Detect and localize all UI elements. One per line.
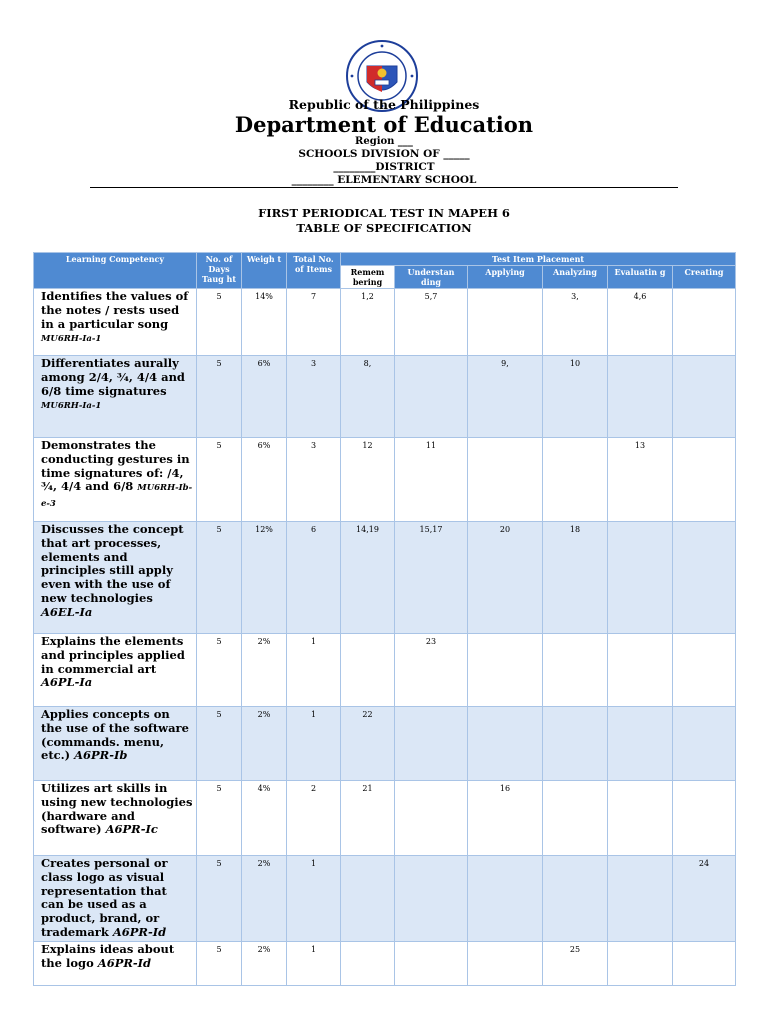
- understanding-cell: [395, 856, 468, 942]
- col-understanding: Understan ding: [395, 266, 468, 289]
- creating-cell: [673, 438, 736, 522]
- remembering-cell: 14,19: [341, 522, 395, 634]
- weight-cell: 2%: [242, 707, 287, 781]
- analyzing-cell: [543, 707, 608, 781]
- competency-code: A6PR-Id: [112, 924, 167, 939]
- header-divider: [90, 187, 678, 188]
- competency-text: Identifies the values of the notes / rests used in a particular song: [41, 289, 189, 331]
- weight-cell: 4%: [242, 781, 287, 856]
- evaluating-cell: [608, 356, 673, 438]
- days-cell: 5: [197, 289, 242, 356]
- days-cell: 5: [197, 356, 242, 438]
- understanding-cell: [395, 781, 468, 856]
- analyzing-cell: 25: [543, 942, 608, 986]
- creating-cell: [673, 522, 736, 634]
- competency-cell: [34, 289, 197, 356]
- competency-text: Differentiates aurally among 2/4, ¾, 4/4 and 6/8 time signatures: [41, 356, 185, 398]
- competency-cell: [34, 856, 197, 942]
- understanding-cell: 23: [395, 634, 468, 707]
- table-row: [34, 781, 736, 856]
- total-cell: 1: [287, 942, 341, 986]
- evaluating-cell: 13: [608, 438, 673, 522]
- table-row: [34, 856, 736, 942]
- evaluating-cell: [608, 634, 673, 707]
- table-row: [34, 289, 736, 356]
- competency-code: A6PL-Ia: [41, 675, 93, 690]
- department-heading: Department of Education: [234, 112, 534, 137]
- applying-cell: 20: [468, 522, 543, 634]
- competency-code: MU6RH-Ib-e-3: [41, 483, 193, 510]
- col-applying: Applying: [468, 266, 543, 289]
- total-cell: 3: [287, 438, 341, 522]
- analyzing-cell: 3,: [543, 289, 608, 356]
- competency-cell: [34, 781, 197, 856]
- table-row: [34, 942, 736, 986]
- remembering-cell: 12: [341, 438, 395, 522]
- applying-cell: [468, 856, 543, 942]
- competency-text: Demonstrates the conducting gestures in time signatures of: /4, ¾, 4/4 and 6/8: [41, 438, 190, 494]
- competency-text: Creates personal or class logo as visual representation that can be used as a product, brand, or trademark: [41, 856, 168, 939]
- weight-cell: 14%: [242, 289, 287, 356]
- col-total: Total No. of Items: [287, 253, 341, 289]
- competency-text: Explains ideas about the logo: [41, 942, 175, 970]
- creating-cell: [673, 634, 736, 707]
- weight-cell: 6%: [242, 356, 287, 438]
- days-cell: 5: [197, 634, 242, 707]
- total-cell: 2: [287, 781, 341, 856]
- remembering-cell: 8,: [341, 356, 395, 438]
- weight-cell: 2%: [242, 942, 287, 986]
- competency-code: MU6RH-Ia-1: [41, 401, 102, 412]
- competency-cell: [34, 942, 197, 986]
- competency-text: Applies concepts on the use of the software (commands. menu, etc.): [41, 707, 189, 763]
- competency-cell: [34, 634, 197, 707]
- competency-code: A6EL-Ia: [41, 604, 93, 619]
- analyzing-cell: [543, 856, 608, 942]
- competency-cell: [34, 707, 197, 781]
- understanding-cell: 5,7: [395, 289, 468, 356]
- remembering-cell: 1,2: [341, 289, 395, 356]
- table-row: [34, 356, 736, 438]
- weight-cell: 12%: [242, 522, 287, 634]
- total-cell: 1: [287, 634, 341, 707]
- competency-text: Explains the elements and principles applied in commercial art: [41, 634, 185, 676]
- competency-code: A6PR-Ic: [105, 822, 158, 837]
- competency-cell: [34, 438, 197, 522]
- remembering-cell: [341, 942, 395, 986]
- school-line: ________ ELEMENTARY SCHOOL: [291, 174, 477, 186]
- analyzing-cell: 10: [543, 356, 608, 438]
- table-row: [34, 438, 736, 522]
- days-cell: 5: [197, 942, 242, 986]
- applying-cell: 9,: [468, 356, 543, 438]
- days-cell: 5: [197, 522, 242, 634]
- col-days: No. of Days Taug ht: [197, 253, 242, 289]
- remembering-cell: [341, 856, 395, 942]
- remembering-cell: 22: [341, 707, 395, 781]
- creating-cell: 24: [673, 856, 736, 942]
- applying-cell: [468, 707, 543, 781]
- applying-cell: [468, 289, 543, 356]
- total-cell: 6: [287, 522, 341, 634]
- district-line: ________DISTRICT: [333, 161, 435, 173]
- weight-cell: 6%: [242, 438, 287, 522]
- competency-code: MU6RH-Ia-1: [41, 334, 102, 345]
- understanding-cell: [395, 942, 468, 986]
- table-row: [34, 707, 736, 781]
- col-weight: Weigh t: [242, 253, 287, 289]
- competency-cell: [34, 522, 197, 634]
- col-competency: Learning Competency: [34, 253, 197, 289]
- days-cell: 5: [197, 707, 242, 781]
- understanding-cell: [395, 707, 468, 781]
- evaluating-cell: [608, 781, 673, 856]
- remembering-cell: [341, 634, 395, 707]
- competency-code: A6PR-Ib: [74, 748, 128, 763]
- weight-cell: 2%: [242, 856, 287, 942]
- total-cell: 1: [287, 856, 341, 942]
- applying-cell: [468, 942, 543, 986]
- days-cell: 5: [197, 781, 242, 856]
- test-subtitle: TABLE OF SPECIFICATION: [296, 221, 472, 235]
- days-cell: 5: [197, 856, 242, 942]
- region-line: Region ___: [355, 136, 413, 147]
- analyzing-cell: [543, 438, 608, 522]
- specification-table: [33, 252, 736, 986]
- competency-text: Utilizes art skills in using new technologies (hardware and software): [41, 781, 193, 837]
- total-cell: 1: [287, 707, 341, 781]
- analyzing-cell: [543, 781, 608, 856]
- creating-cell: [673, 781, 736, 856]
- creating-cell: [673, 942, 736, 986]
- table-header-row: [34, 253, 736, 266]
- evaluating-cell: [608, 942, 673, 986]
- applying-cell: [468, 438, 543, 522]
- understanding-cell: 11: [395, 438, 468, 522]
- creating-cell: [673, 707, 736, 781]
- table-row: [34, 522, 736, 634]
- evaluating-cell: [608, 522, 673, 634]
- weight-cell: 2%: [242, 634, 287, 707]
- creating-cell: [673, 289, 736, 356]
- creating-cell: [673, 356, 736, 438]
- evaluating-cell: [608, 856, 673, 942]
- table-row: [34, 634, 736, 707]
- republic-heading: Republic of the Philippines: [288, 97, 480, 112]
- test-title: FIRST PERIODICAL TEST IN MAPEH 6: [258, 206, 510, 220]
- applying-cell: [468, 634, 543, 707]
- total-cell: 7: [287, 289, 341, 356]
- evaluating-cell: 4,6: [608, 289, 673, 356]
- days-cell: 5: [197, 438, 242, 522]
- col-evaluating: Evaluatin g: [608, 266, 673, 289]
- understanding-cell: [395, 356, 468, 438]
- competency-cell: [34, 356, 197, 438]
- col-placement: Test Item Placement: [341, 253, 736, 266]
- understanding-cell: 15,17: [395, 522, 468, 634]
- evaluating-cell: [608, 707, 673, 781]
- total-cell: 3: [287, 356, 341, 438]
- competency-text: Discusses the concept that art processes, elements and principles still apply even with the use of new technologies: [41, 522, 184, 605]
- analyzing-cell: 18: [543, 522, 608, 634]
- col-remembering: Remem bering: [341, 266, 395, 289]
- remembering-cell: 21: [341, 781, 395, 856]
- division-line: SCHOOLS DIVISION OF _____: [298, 148, 470, 160]
- col-creating: Creating: [673, 266, 736, 289]
- applying-cell: 16: [468, 781, 543, 856]
- analyzing-cell: [543, 634, 608, 707]
- col-analyzing: Analyzing: [543, 266, 608, 289]
- competency-code: A6PR-Id: [97, 955, 152, 970]
